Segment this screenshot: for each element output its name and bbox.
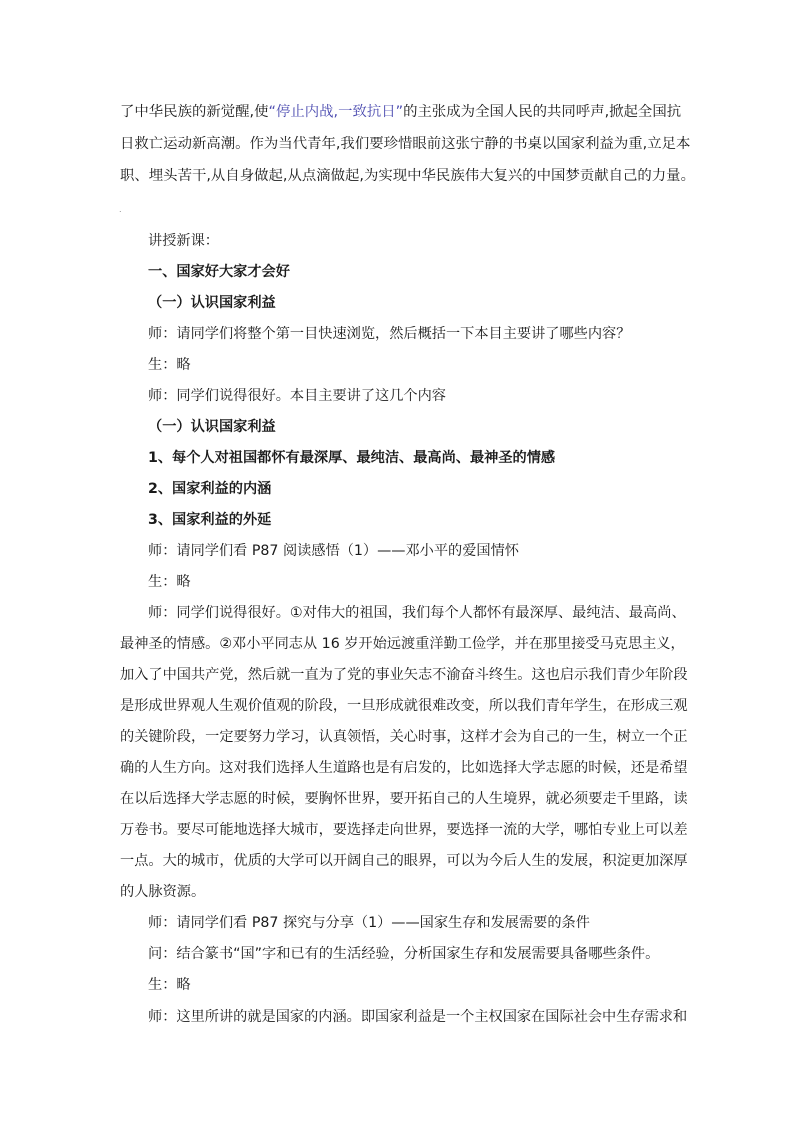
paragraph-line: 师：同学们说得很好。①对伟大的祖国，我们每个人都怀有最深厚、最纯洁、最高尚、 — [148, 605, 686, 621]
explanation-paragraph — [120, 598, 700, 908]
intro-paragraph — [120, 96, 694, 192]
intro-line-1 — [120, 96, 694, 128]
intro-line-1-prefix: 了中华民族的新觉醒,使 — [120, 104, 269, 120]
paragraph-line: 的人脉资源。 — [120, 884, 206, 900]
paragraph-line: 在以后选择大学志愿的时候，要胸怀世界，要开拓自己的人生境界，就必须要走千里路，读 — [120, 791, 688, 807]
teacher-line-4: 师：请同学们看 P87 探究与分享（1）——国家生存和发展需要的条件 — [148, 915, 590, 931]
intro-line-1-suffix: 的主张成为全国人民的共同呼声,掀起全国抗 — [403, 104, 682, 120]
teacher-line-3: 师：请同学们看 P87 阅读感悟（1）——邓小平的爱国情怀 — [148, 543, 519, 559]
intro-line-2: 日救亡运动新高潮。作为当代青年,我们要珍惜眼前这张宁静的书桌以国家利益为重,立足本 — [120, 136, 691, 152]
paragraph-line: 最神圣的情感。②邓小平同志从 16 岁开始远渡重洋勤工俭学，并在那里接受马克思主义， — [120, 636, 685, 652]
teacher-line-1: 师：请同学们将整个第一目快速浏览，然后概括一下本目主要讲了哪些内容？ — [148, 326, 631, 342]
student-line-3: 生：略 — [148, 977, 191, 993]
paragraph-line: 加入了中国共产党，然后就一直为了党的事业矢志不渝奋斗终生。这也启示我们青少年阶段 — [120, 667, 688, 683]
paragraph-line: 的关键阶段，一定要努力学习，认真领悟，关心时事，这样才会为自己的一生，树立一个正 — [120, 729, 688, 745]
point-3: 3、国家利益的外延 — [148, 512, 272, 528]
student-line-1: 生：略 — [148, 357, 191, 373]
intro-line-3: 职、埋头苦干,从自身做起,从点滴做起,为实现中华民族伟大复兴的中国梦贡献自己的力量。 — [120, 168, 695, 184]
paragraph-line: 万卷书。要尽可能地选择大城市，要选择走向世界，要选择一流的大学，哪怕专业上可以差 — [120, 822, 688, 838]
section-title: 一、国家好大家才会好 — [148, 264, 290, 280]
student-line-2: 生：略 — [148, 574, 191, 590]
point-1: 1、每个人对祖国都怀有最深厚、最纯洁、最高尚、最神圣的情感 — [148, 450, 556, 466]
subsection-title: （一）认识国家利益 — [148, 295, 276, 311]
point-2: 2、国家利益的内涵 — [148, 481, 272, 497]
subsection-title-repeat: （一）认识国家利益 — [148, 419, 276, 435]
lesson-heading: 讲授新课： — [148, 233, 219, 249]
question-line: 问：结合篆书“国”字和已有的生活经验，分析国家生存和发展需要具备哪些条件。 — [148, 946, 660, 962]
paragraph-line: 是形成世界观人生观价值观的阶段，一旦形成就很难改变，所以我们青年学生，在形成三观 — [120, 698, 688, 714]
stray-mark: . — [119, 205, 122, 214]
teacher-line-5: 师：这里所讲的就是国家的内涵。即国家利益是一个主权国家在国际社会中生存需求和 — [148, 1009, 688, 1025]
paragraph-line: 一点。大的城市，优质的大学可以开阔自己的眼界，可以为今后人生的发展，积淀更加深厚 — [120, 853, 688, 869]
paragraph-line: 确的人生方向。这对我们选择人生道路也是有启发的，比如选择大学志愿的时候，还是希望 — [120, 760, 688, 776]
intro-quote: “停止内战,一致抗日” — [268, 104, 404, 120]
lesson-section — [148, 226, 688, 598]
lesson-section-2 — [148, 908, 688, 1001]
teacher-line-2: 师：同学们说得很好。本目主要讲了这几个内容 — [148, 388, 446, 404]
